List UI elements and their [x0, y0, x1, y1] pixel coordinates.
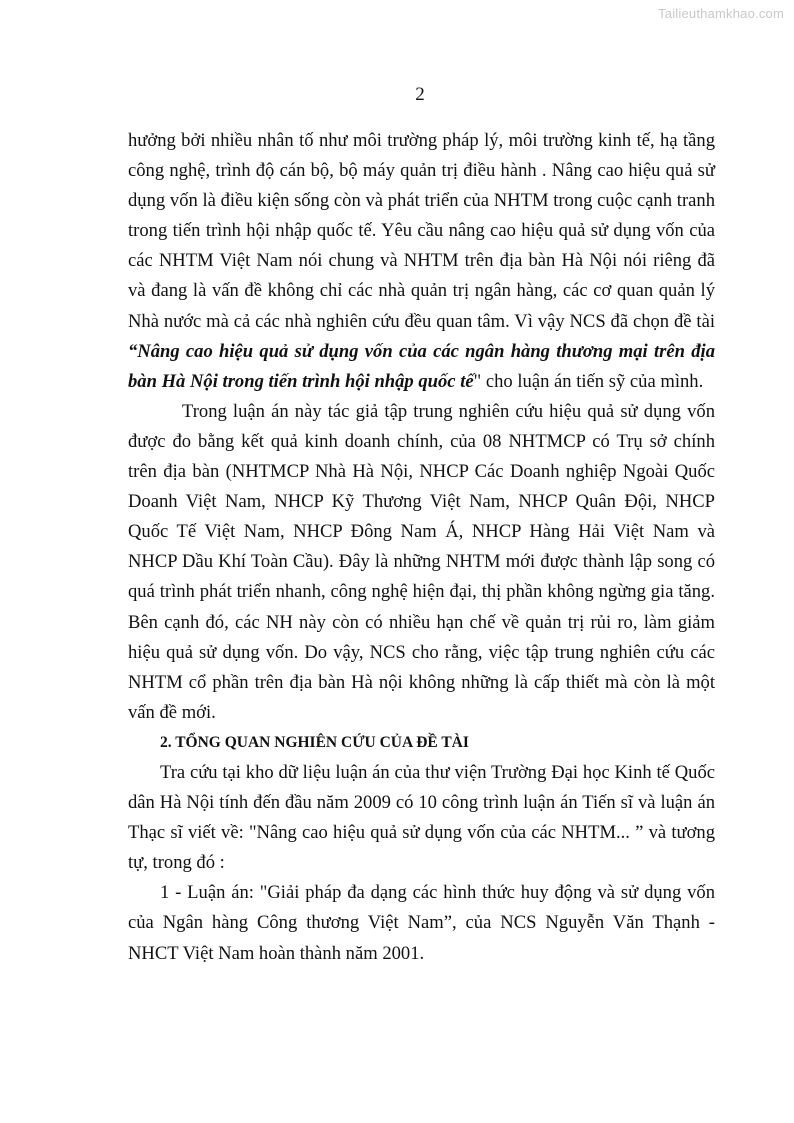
paragraph-text: " cho luận án tiến sỹ của mình. — [473, 370, 704, 392]
section-heading: 2. TỔNG QUAN NGHIÊN CỨU CỦA ĐỀ TÀI — [160, 733, 469, 751]
paragraph-scope: Trong luận án này tác giả tập trung nghiên cứu hiệu quả sử dụng vốn được đo bằng kết quả kinh doanh chính, của 08 NHTMCP có Trụ sở chính trên địa bàn (NHTMCP Nhà Hà Nội, NHCP Các Doanh nghiệp Ngoài Quốc Doanh Việt Nam, NHCP Kỹ Thương Việt Nam, NHCP Quân Đội, NHCP Quốc Tế Việt Nam, NHCP Đông Nam Á, NHCP Hàng Hải Việt Nam và NHCP Dầu Khí Toàn Cầu). Đây là những NHTM mới được thành lập song có quá trình phát triển nhanh, công nghệ hiện đại, thị phần không ngừng gia tăng. Bên cạnh đó, các NH này còn có nhiều hạn chế về quản trị rủi ro, làm giảm hiệu quả sử dụng vốn. Do vậy, NCS cho rằng, việc tập trung nghiên cứu các NHTM cổ phần trên địa bàn Hà nội không những là cấp thiết mà còn là một vấn đề mới. — [128, 400, 715, 723]
paragraph-thesis-1: 1 - Luận án: "Giải pháp đa dạng các hình thức huy động và sử dụng vốn của Ngân hàng Công thương Việt Nam”, của NCS Nguyễn Văn Thạnh - NHCT Việt Nam hoàn thành năm 2001. — [128, 882, 715, 964]
paragraph-intro-continued — [128, 126, 715, 397]
page-number: 2 — [415, 84, 425, 105]
watermark: Tailieuthamkhao.com — [658, 6, 784, 21]
thesis-title: “Nâng cao hiệu quả sử dụng vốn của các ngân hàng thương mại trên địa bàn Hà Nội trong tiến trình hội nhập quốc tế — [128, 340, 715, 392]
paragraph-text: hưởng bởi nhiều nhân tố như môi trường pháp lý, môi trường kinh tế, hạ tầng công nghệ, trình độ cán bộ, bộ máy quản trị điều hành . Nâng cao hiệu quả sử dụng vốn là điều kiện sống còn và phát triển của NHTM trong cuộc cạnh tranh trong tiến trình hội nhập quốc tế. Yêu cầu nâng cao hiệu quả sử dụng vốn của các NHTM Việt Nam nói chung và NHTM trên địa bàn Hà Nội nói riêng đã và đang là vấn đề không chỉ các nhà quản trị ngân hàng, các cơ quan quản lý Nhà nước mà cả các nhà nghiên cứu đều quan tâm. Vì vậy NCS đã chọn đề tài — [128, 130, 715, 332]
document-body — [128, 126, 715, 969]
paragraph-literature: Tra cứu tại kho dữ liệu luận án của thư viện Trường Đại học Kinh tế Quốc dân Hà Nội tính đến đầu năm 2009 có 10 công trình luận án Tiến sĩ và luận án Thạc sĩ viết về: "Nâng cao hiệu quả sử dụng vốn của các NHTM... ” và tương tự, trong đó : — [128, 761, 715, 874]
